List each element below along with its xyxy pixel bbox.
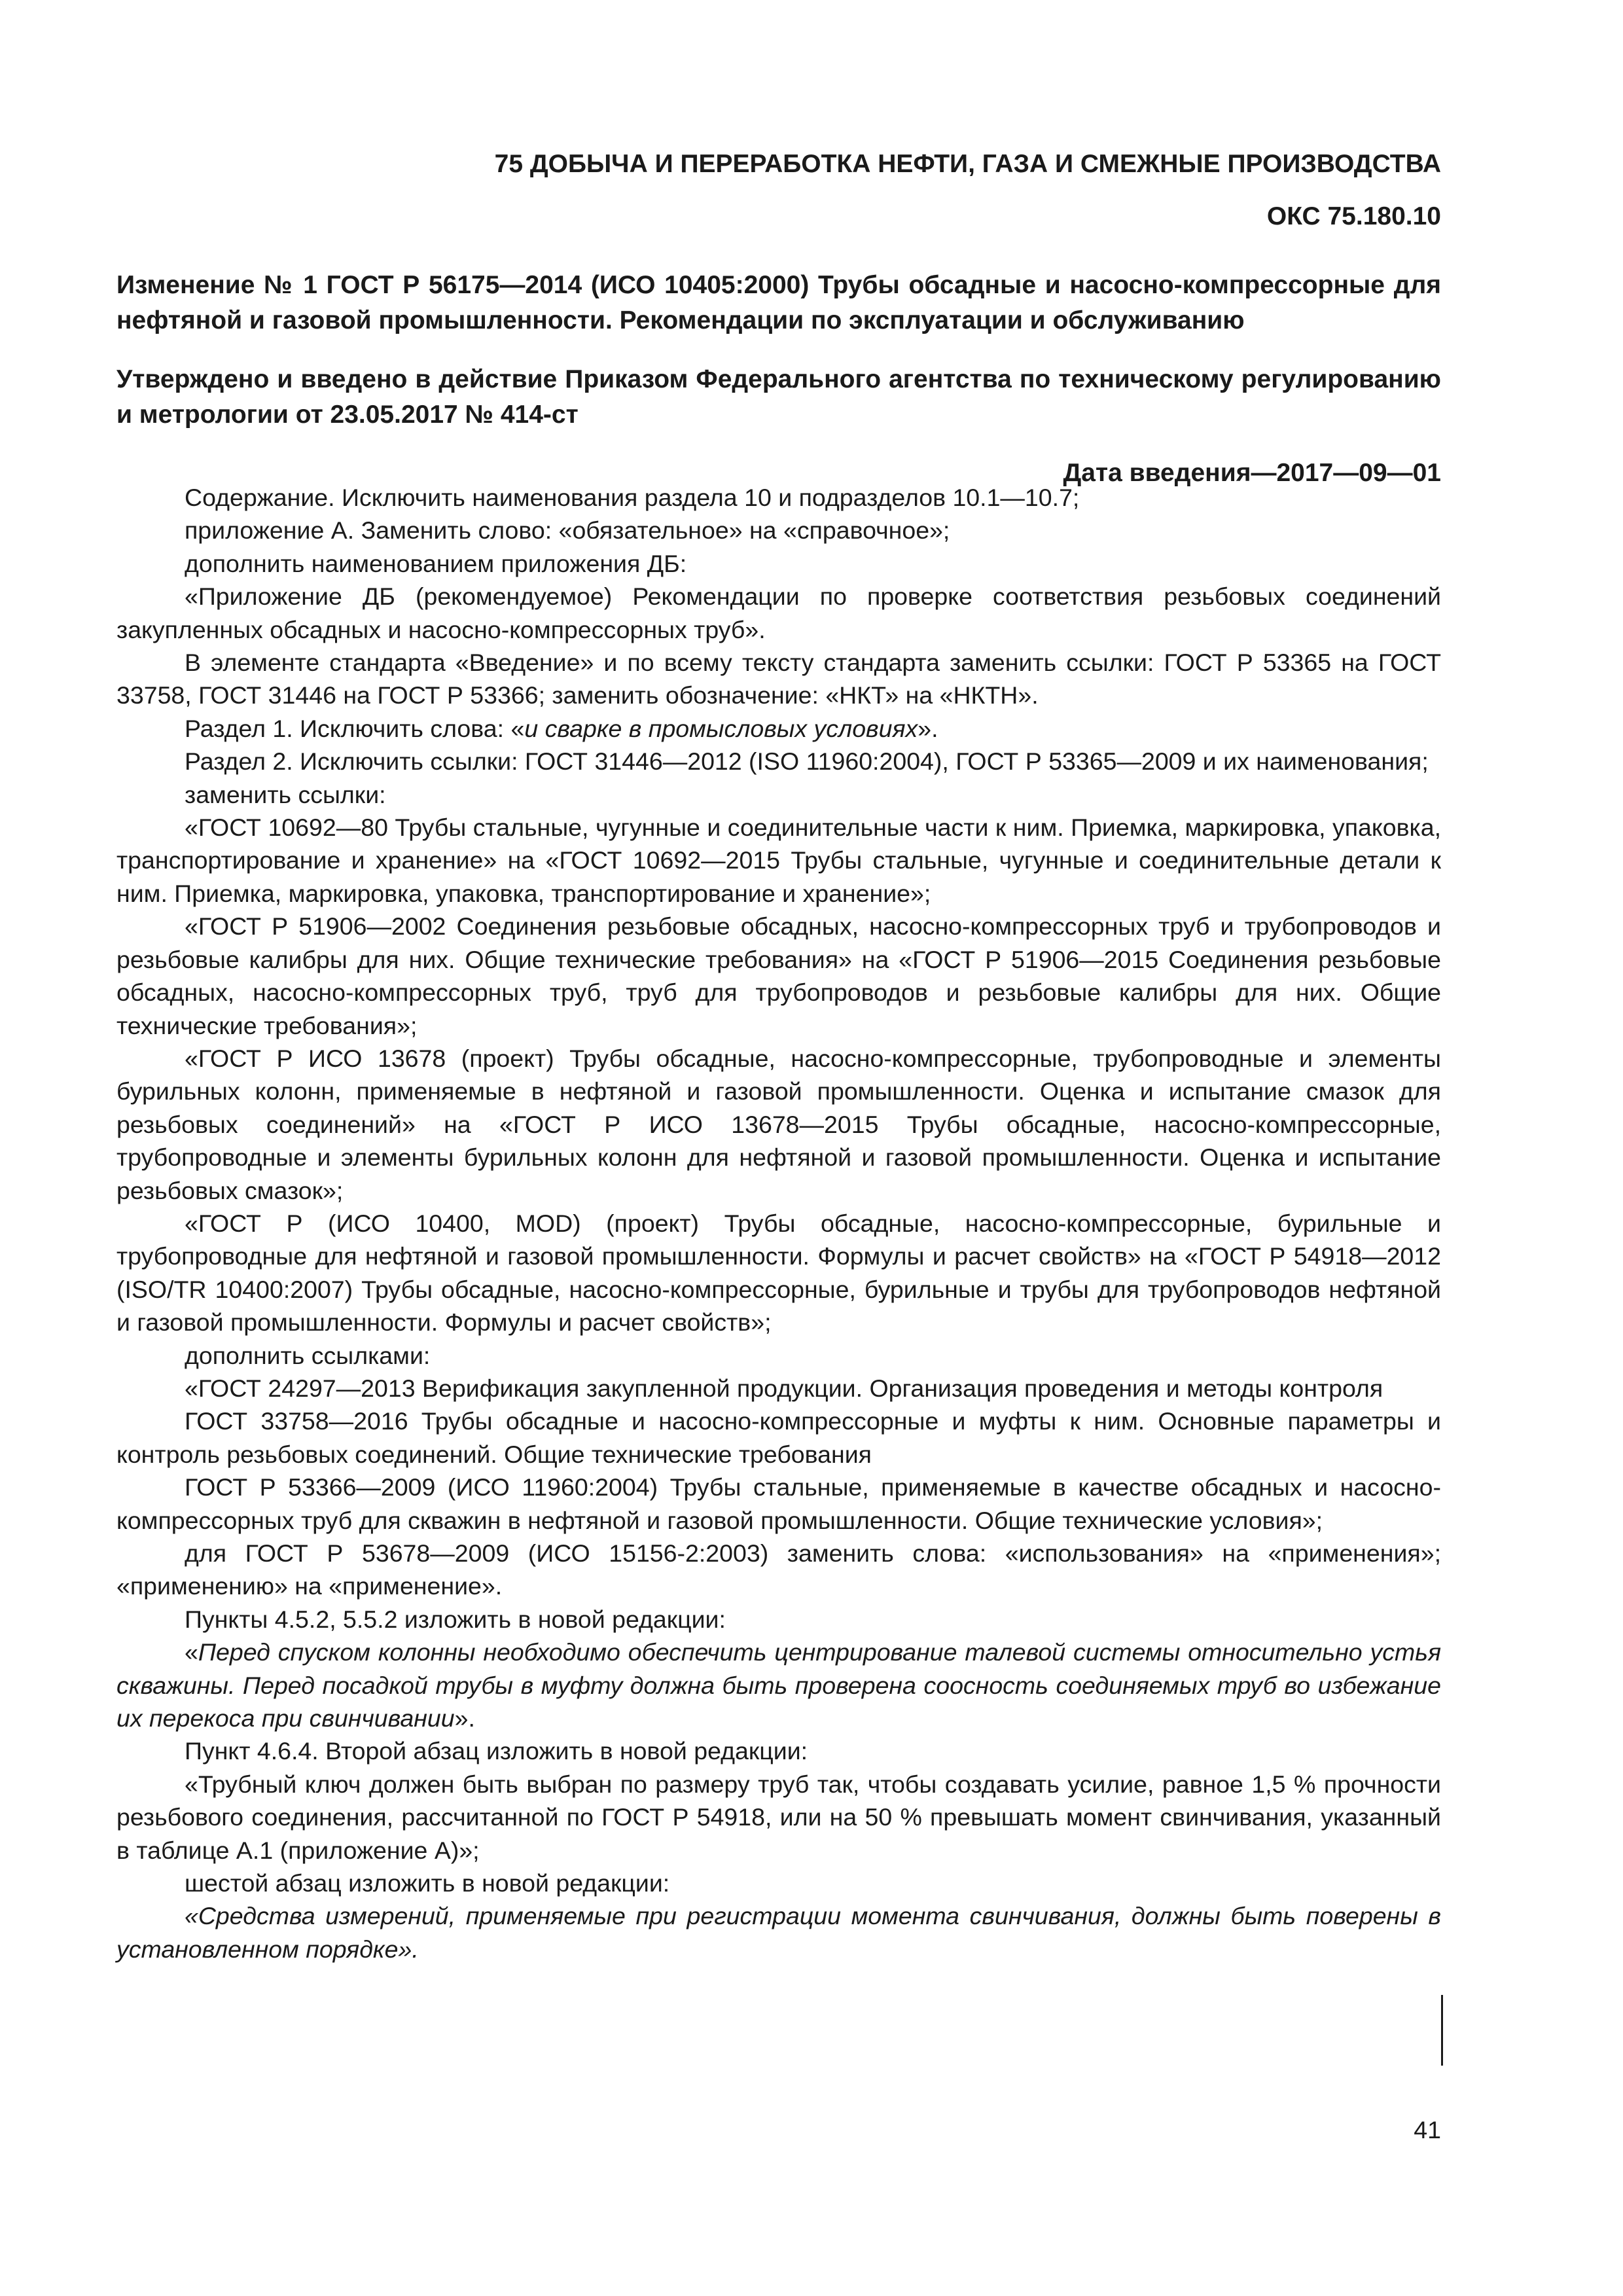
effective-date: Дата введения—2017—09—01	[1063, 459, 1441, 487]
document-body	[116, 481, 1441, 1965]
paragraph: ГОСТ 33758—2016 Трубы обсадные и насосно-компрессорные и муфты к ним. Основные параметры и контроль резьбовых соединений. Общие технические требования	[116, 1407, 1441, 1468]
paragraph-text: Раздел 1. Исключить слова: «	[185, 714, 525, 742]
change-title: Изменение № 1 ГОСТ Р 56175—2014 (ИСО 10405:2000) Трубы обсадные и насосно-компрессорные для нефтяной и газовой промышленности. Рекомендации по эксплуатации и обслуживанию	[116, 271, 1441, 334]
paragraph: заменить ссылки:	[185, 780, 386, 808]
paragraph: «Приложение ДБ (рекомендуемое) Рекомендации по проверке соответствия резьбовых соединений закупленных обсадных и насосно-компрессорных труб».	[116, 583, 1441, 643]
paragraph: «Средства измерений, применяемые при регистрации момента свинчивания, должны быть поверены в установленном порядке».	[116, 1902, 1441, 1963]
section-title: 75 ДОБЫЧА И ПЕРЕРАБОТКА НЕФТИ, ГАЗА И СМЕЖНЫЕ ПРОИЗВОДСТВА	[494, 150, 1441, 178]
paragraph: «ГОСТ Р 51906—2002 Соединения резьбовые обсадных, насосно-компрессорных труб и трубопроводов и резьбовые калибры для них. Общие технические требования» на «ГОСТ Р 51906—2015 Соединения резьбовые обсадных, насосно-компрессорных труб, труб для трубопроводов и резьбовые калибры для них. Общие технические требования»;	[116, 912, 1441, 1039]
approval-statement: Утверждено и введено в действие Приказом Федерального агентства по техническому регулированию и метрологии от 23.05.2017 № 414-ст	[116, 365, 1441, 429]
paragraph: Пункт 4.6.4. Второй абзац изложить в новой редакции:	[185, 1737, 808, 1765]
oks-code: ОКС 75.180.10	[1266, 202, 1441, 230]
paragraph: ГОСТ Р 53366—2009 (ИСО 11960:2004) Трубы стальные, применяемые в качестве обсадных и насосно-компрессорных труб для скважин в нефтяной и газовой промышленности. Общие технические условия»;	[116, 1473, 1441, 1534]
paragraph: «Трубный ключ должен быть выбран по размеру труб так, чтобы создавать усилие, равное 1,5 % прочности резьбового соединения, рассчитанной по ГОСТ Р 54918, или на 50 % превышать момент свинчивания, указанный в таблице А.1 (приложение А)»;	[116, 1770, 1441, 1864]
paragraph: Содержание. Исключить наименования раздела 10 и подразделов 10.1—10.7;	[185, 484, 1080, 511]
paragraph: «ГОСТ Р (ИСО 10400, MOD) (проект) Трубы обсадные, насосно-компрессорные, бурильные и трубопроводные для нефтяной и газовой промышленности. Формулы и расчет свойств» на «ГОСТ Р 54918—2012 (ISO/TR 10400:2007) Трубы обсадные, насосно-компрессорные, бурильные и трубы для трубопроводов нефтяной и газовой промышленности. Формулы и расчет свойств»;	[116, 1209, 1441, 1336]
paragraph-text: «	[185, 1638, 198, 1666]
paragraph: дополнить ссылками:	[185, 1341, 431, 1369]
paragraph: В элементе стандарта «Введение» и по всему тексту стандарта заменить ссылки: ГОСТ Р 53365 на ГОСТ 33758, ГОСТ 31446 на ГОСТ Р 53366; заменить обозначение: «НКТ» на «НКТН».	[116, 649, 1441, 709]
italic-phrase: Перед спуском колонны необходимо обеспечить центрирование талевой системы относительно устья скважины. Перед посадкой трубы в муфту должна быть проверена соосность соединяемых труб во избежание их перекоса при свинчивании	[116, 1638, 1441, 1732]
paragraph-text: ».	[454, 1704, 475, 1732]
paragraph: приложение А. Заменить слово: «обязательное» на «справочное»;	[185, 516, 950, 545]
paragraph	[116, 1636, 1441, 1734]
paragraph: «ГОСТ Р ИСО 13678 (проект) Трубы обсадные, насосно-компрессорные, трубопроводные и элементы бурильных колонн, применяемые в нефтяной и газовой промышленности. Оценка и испытание смазок для резьбовых соединений» на «ГОСТ Р ИСО 13678—2015 Трубы обсадные, насосно-компрессорные, трубопроводные и элементы бурильных колонн для нефтяной и газовой промышленности. Оценка и испытание резьбовых смазок»;	[116, 1044, 1441, 1204]
paragraph: шестой абзац изложить в новой редакции:	[185, 1869, 670, 1897]
paragraph: «ГОСТ 10692—80 Трубы стальные, чугунные и соединительные части к ним. Приемка, маркировка, упаковка, транспортирование и хранение» на «ГОСТ 10692—2015 Трубы стальные, чугунные и соединительные детали к ним. Приемка, маркировка, упаковка, транспортирование и хранение»;	[116, 814, 1441, 907]
paragraph: для ГОСТ Р 53678—2009 (ИСО 15156-2:2003) заменить слова: «использования» на «применения»; «применению» на «применение».	[116, 1539, 1441, 1600]
page-number: 41	[1414, 2116, 1441, 2144]
paragraph: Раздел 2. Исключить ссылки: ГОСТ 31446—2012 (ISO 11960:2004), ГОСТ Р 53365—2009 и их наименования;	[185, 747, 1429, 776]
paragraph	[116, 712, 1441, 745]
document-header	[116, 147, 1441, 490]
change-marker-bar	[1441, 1995, 1443, 2066]
paragraph: «ГОСТ 24297—2013 Верификация закупленной продукции. Организация проведения и методы контроля	[185, 1374, 1383, 1402]
paragraph: Пункты 4.5.2, 5.5.2 изложить в новой редакции:	[185, 1605, 726, 1633]
paragraph-text: ».	[918, 714, 938, 742]
paragraph: дополнить наименованием приложения ДБ:	[185, 549, 687, 577]
italic-phrase: и сварке в промысловых условиях	[524, 714, 918, 742]
